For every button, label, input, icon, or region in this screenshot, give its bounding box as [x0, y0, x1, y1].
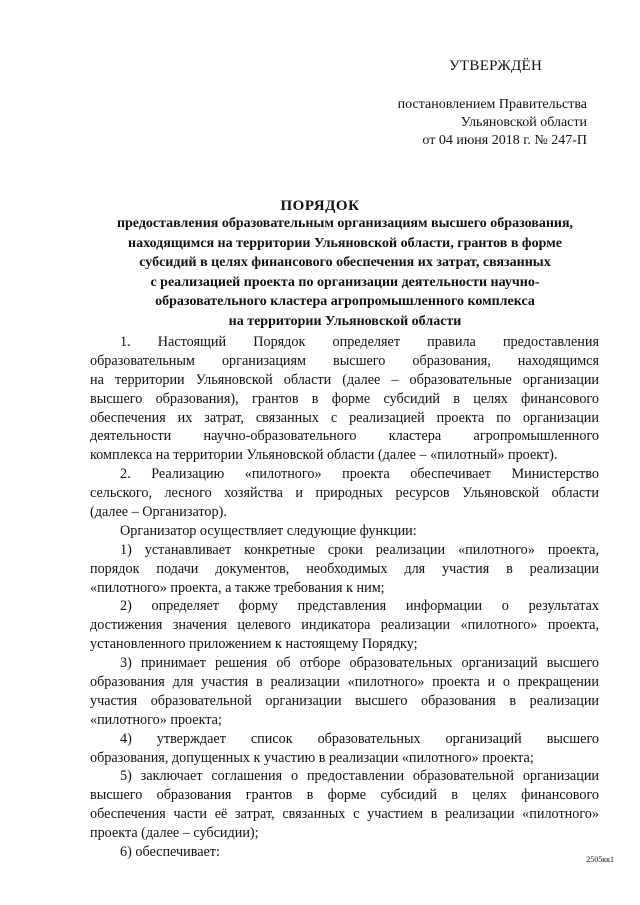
body-line: «пилотного» проекта;	[90, 711, 222, 728]
body-line: комплекса на территории Ульяновской области (далее – «пилотный» проект).	[90, 447, 558, 464]
body-line: 5) заключает соглашения о предоставлении образовательной организации	[120, 768, 599, 785]
subtitle-line: предоставления образовательным организациям высшего образования,	[116, 216, 574, 231]
body-line: 1) устанавливает конкретные сроки реализации «пилотного» проекта,	[120, 541, 599, 558]
body-line: достижения значения целевого индикатора реализации «пилотного» проекта,	[90, 617, 599, 634]
body-line: 2) определяет форму представления информации о результатах	[120, 598, 599, 615]
decree-reference	[327, 96, 587, 150]
subtitle-line: на территории Ульяновской области	[228, 313, 462, 329]
body-line: обеспечения их затрат, связанных с реализацией проекта по организации	[90, 409, 599, 426]
subtitle-line: образовательного кластера агропромышленного комплекса	[155, 294, 535, 310]
body-line: Организатор осуществляет следующие функции:	[120, 522, 417, 539]
approved-heading: УТВЕРЖДЁН	[449, 58, 543, 74]
body-line: образования, допущенных к участию в реализации «пилотного» проекта;	[90, 749, 534, 766]
document-body	[90, 333, 599, 862]
body-line: порядок подачи документов, необходимых для участия в реализации	[90, 560, 599, 577]
body-line: образования для участия в реализации «пилотного» проекта и о прекращении	[90, 674, 599, 691]
body-line: обеспечения части её затрат, связанных с участием в реализации «пилотного»	[90, 806, 599, 823]
body-line: 1. Настоящий Порядок определяет правила предоставления	[120, 334, 599, 350]
body-line: на территории Ульяновской области (далее – образовательные организации	[90, 371, 599, 388]
body-line: установленного приложением к настоящему Порядку;	[90, 636, 418, 653]
document-title: ПОРЯДОК	[280, 198, 360, 214]
document-subtitle	[95, 214, 595, 332]
decree-line: Ульяновской области	[460, 115, 587, 130]
body-line: деятельности научно-образовательного кластера агропромышленного	[90, 428, 599, 445]
subtitle-line: находящимся на территории Ульяновской области, грантов в форме	[128, 235, 562, 251]
body-line: высшего образования грантов в форме субсидий в целях финансового	[90, 787, 599, 804]
body-line: «пилотного» проекта, а также требования к ним;	[90, 579, 385, 596]
body-line: проекта (далее – субсидии);	[90, 825, 259, 842]
body-line: образовательным организациям высшего образования, находящимся	[90, 352, 599, 369]
body-line: 2. Реализацию «пилотного» проекта обеспечивает Министерство	[120, 466, 599, 483]
document-code: 2505кк1	[586, 855, 614, 864]
decree-line: от 04 июня 2018 г. № 247-П	[422, 133, 587, 148]
subtitle-line: с реализацией проекта по организации деятельности научно-	[150, 274, 540, 290]
body-line: 3) принимает решения об отборе образовательных организаций высшего	[120, 655, 599, 672]
body-line: 4) утверждает список образовательных организаций высшего	[120, 730, 599, 747]
body-line: 6) обеспечивает:	[120, 844, 220, 861]
body-line: участия образовательной организации высшего образования в реализации	[90, 692, 599, 709]
subtitle-line: субсидий в целях финансового обеспечения их затрат, связанных	[139, 255, 551, 271]
decree-line: постановлением Правительства	[397, 97, 587, 112]
body-line: (далее – Организатор).	[90, 504, 227, 521]
body-line: сельского, лесного хозяйства и природных ресурсов Ульяновской области	[90, 485, 599, 502]
body-line: высшего образования), грантов в форме субсидий в целях финансового	[90, 390, 599, 407]
